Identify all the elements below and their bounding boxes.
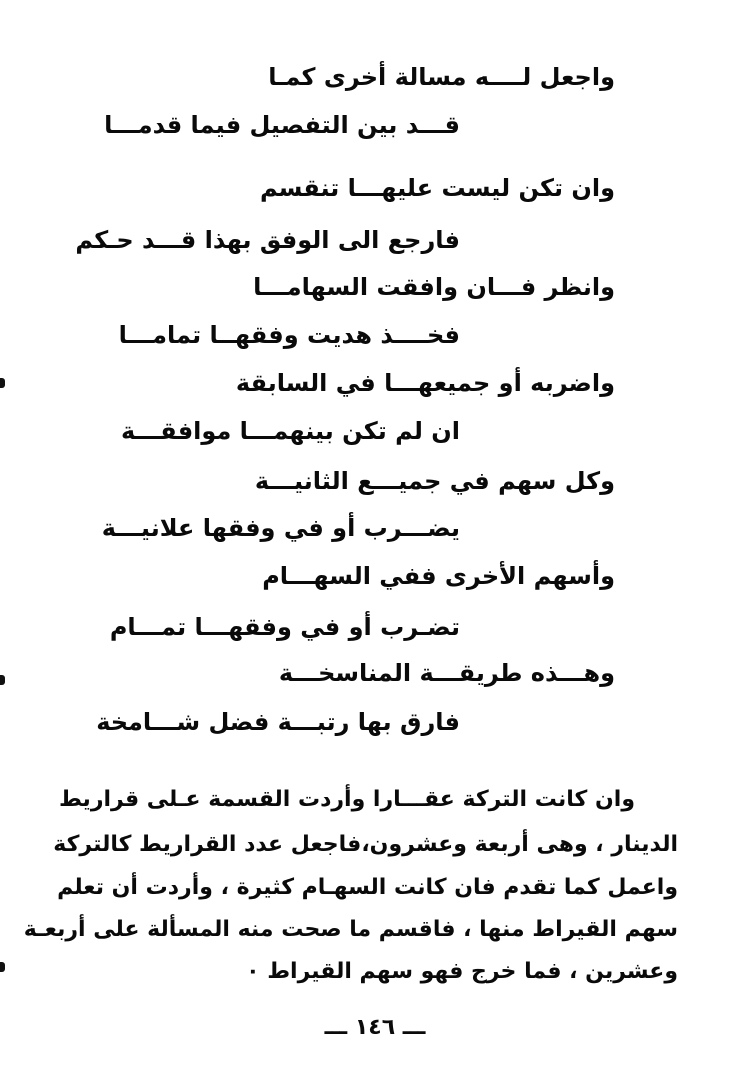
poem-line-14: فارق بها رتبـــة فضل شـــامخة — [96, 708, 460, 736]
prose-line-5: وعشرين ، فما خرج فهو سهم القيراط ٠ — [246, 959, 678, 984]
scan-edge-mark — [0, 378, 5, 388]
scan-edge-mark — [0, 675, 5, 685]
poem-line-1: واجعل لــــه مسالة أخرى كمـا — [268, 63, 615, 91]
poem-line-11: وأسهم الأخرى ففي السهـــام — [262, 562, 615, 590]
poem-line-7: واضربه أو جميعهـــا في السابقة — [235, 369, 615, 397]
poem-line-13: وهـــذه طريقـــة المناسخـــة — [278, 659, 615, 687]
poem-line-2: قـــد بين التفصيل فيما قدمـــا — [104, 111, 460, 139]
poem-line-9: وكل سهم في جميـــع الثانيـــة — [254, 467, 615, 495]
prose-line-4: سهم القيراط منها ، فاقسم ما صحت منه المسألة على أربعـة — [23, 917, 678, 942]
prose-line-3: واعمل كما تقدم فان كانت السهـام كثيرة ، وأردت أن تعلم — [57, 875, 678, 900]
poem-line-6: فخــــذ هديت وفقهــا تمامـــا — [118, 321, 460, 349]
poem-line-5: وانظر فـــان وافقت السهامـــا — [253, 273, 615, 301]
poem-line-4: فارجع الى الوفق بهذا قـــد حـكم — [75, 226, 460, 254]
page-number: ـــ ١٤٦ ـــ — [324, 1015, 426, 1040]
poem-line-8: ان لم تكن بينهمـــا موافقـــة — [121, 417, 460, 445]
scan-edge-mark — [0, 962, 5, 972]
poem-line-3: وان تكن ليست عليهـــا تنقسم — [259, 174, 615, 202]
prose-line-1: وان كانت التركة عقـــارا وأردت القسمة عـلى قراريط — [59, 787, 635, 812]
poem-line-12: تضـرب أو في وفقهـــا تمـــام — [109, 613, 460, 641]
prose-line-2: الدينار ، وهى أربعة وعشرون،فاجعل عدد القراريط كالتركة — [53, 832, 678, 857]
poem-line-10: يضـــرب أو في وفقها علانيـــة — [101, 514, 460, 542]
